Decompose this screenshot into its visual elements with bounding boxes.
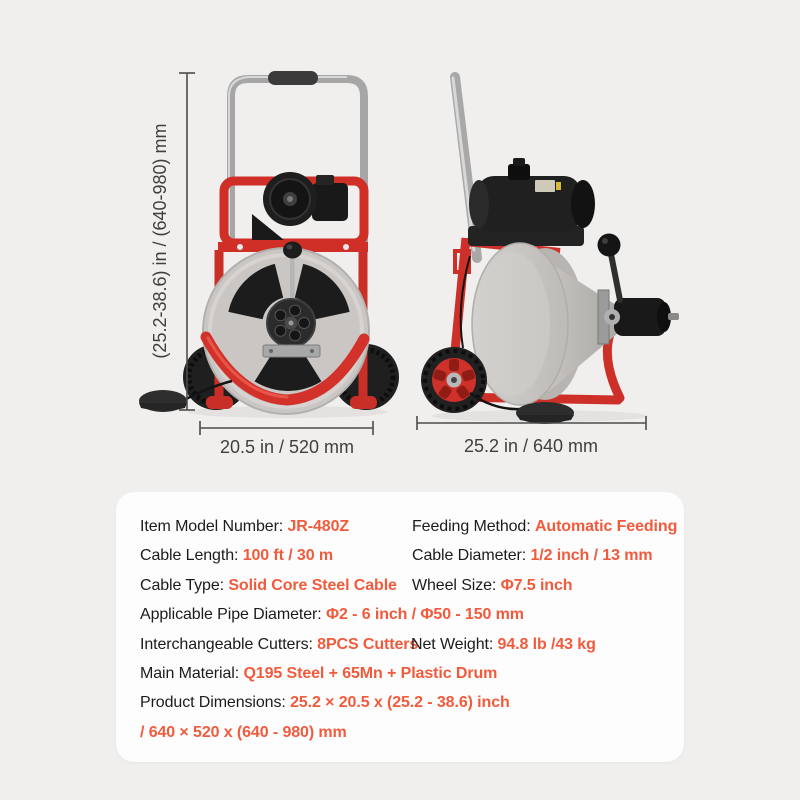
spec-feeding-method [412,517,677,537]
spec-value: JR-480Z [287,518,350,535]
spec-label: Cable Length: [140,547,243,564]
spec-value: 8PCS Cutters [317,636,419,653]
spec-product-dimensions [140,693,510,713]
handle-grip [268,71,318,85]
spec-value: 25.2 × 20.5 x (25.2 - 38.6) inch [290,694,510,711]
spec-cutters [140,635,418,655]
specs-panel [116,492,684,762]
spec-value: Φ2 - 6 inch / Φ50 - 150 mm [325,606,524,623]
crank-arm [611,254,620,300]
width-right-dimension-label: 25.2 in / 640 mm [463,436,599,456]
spec-value: 100 ft / 30 m [242,547,333,564]
side-wheel [421,347,487,413]
spec-label: Main Material: [140,665,244,682]
spec-main-material [140,664,497,684]
spec-cable-diameter [412,546,652,566]
spec-label: Cable Diameter: [412,547,531,564]
spec-wheel-size [412,576,572,596]
spec-label: Cable Type: [140,577,229,594]
spec-label: Product Dimensions: [140,694,291,711]
spec-pipe-diameter [140,605,524,625]
side-motor [468,158,595,246]
height-dimension-label: (25.2-38.6) in / (640-980) mm [150,123,170,359]
spec-cable-length [140,546,333,566]
spec-value: Automatic Feeding [534,518,678,535]
spec-value: 94.8 lb /43 kg [497,636,596,653]
spec-label: Item Model Number: [140,518,288,535]
spec-value: 1/2 inch / 13 mm [530,547,653,564]
crank-ball-handle [598,234,621,257]
spec-value: / 640 × 520 x (640 - 980) mm [140,724,347,741]
spec-value: Solid Core Steel Cable [228,577,397,594]
spec-label: Applicable Pipe Diameter: [140,606,326,623]
spec-value: Q195 Steel + 65Mn + Plastic Drum [243,665,498,682]
spec-product-dimensions-mm [140,723,347,743]
spec-cable-type [140,576,397,596]
width-left-dimension-label: 20.5 in / 520 mm [219,437,355,457]
spec-net-weight [411,635,596,655]
product-front-view [139,71,399,414]
spec-value: Φ7.5 inch [500,577,573,594]
spec-label: Interchangeable Cutters: [140,636,318,653]
spec-label: Wheel Size: [412,577,501,594]
spec-label: Feeding Method: [412,518,535,535]
motor-label-sticker [535,180,555,192]
spec-label: Net Weight: [411,636,498,653]
spec-item-model-number [140,517,349,537]
product-side-view [421,77,679,424]
